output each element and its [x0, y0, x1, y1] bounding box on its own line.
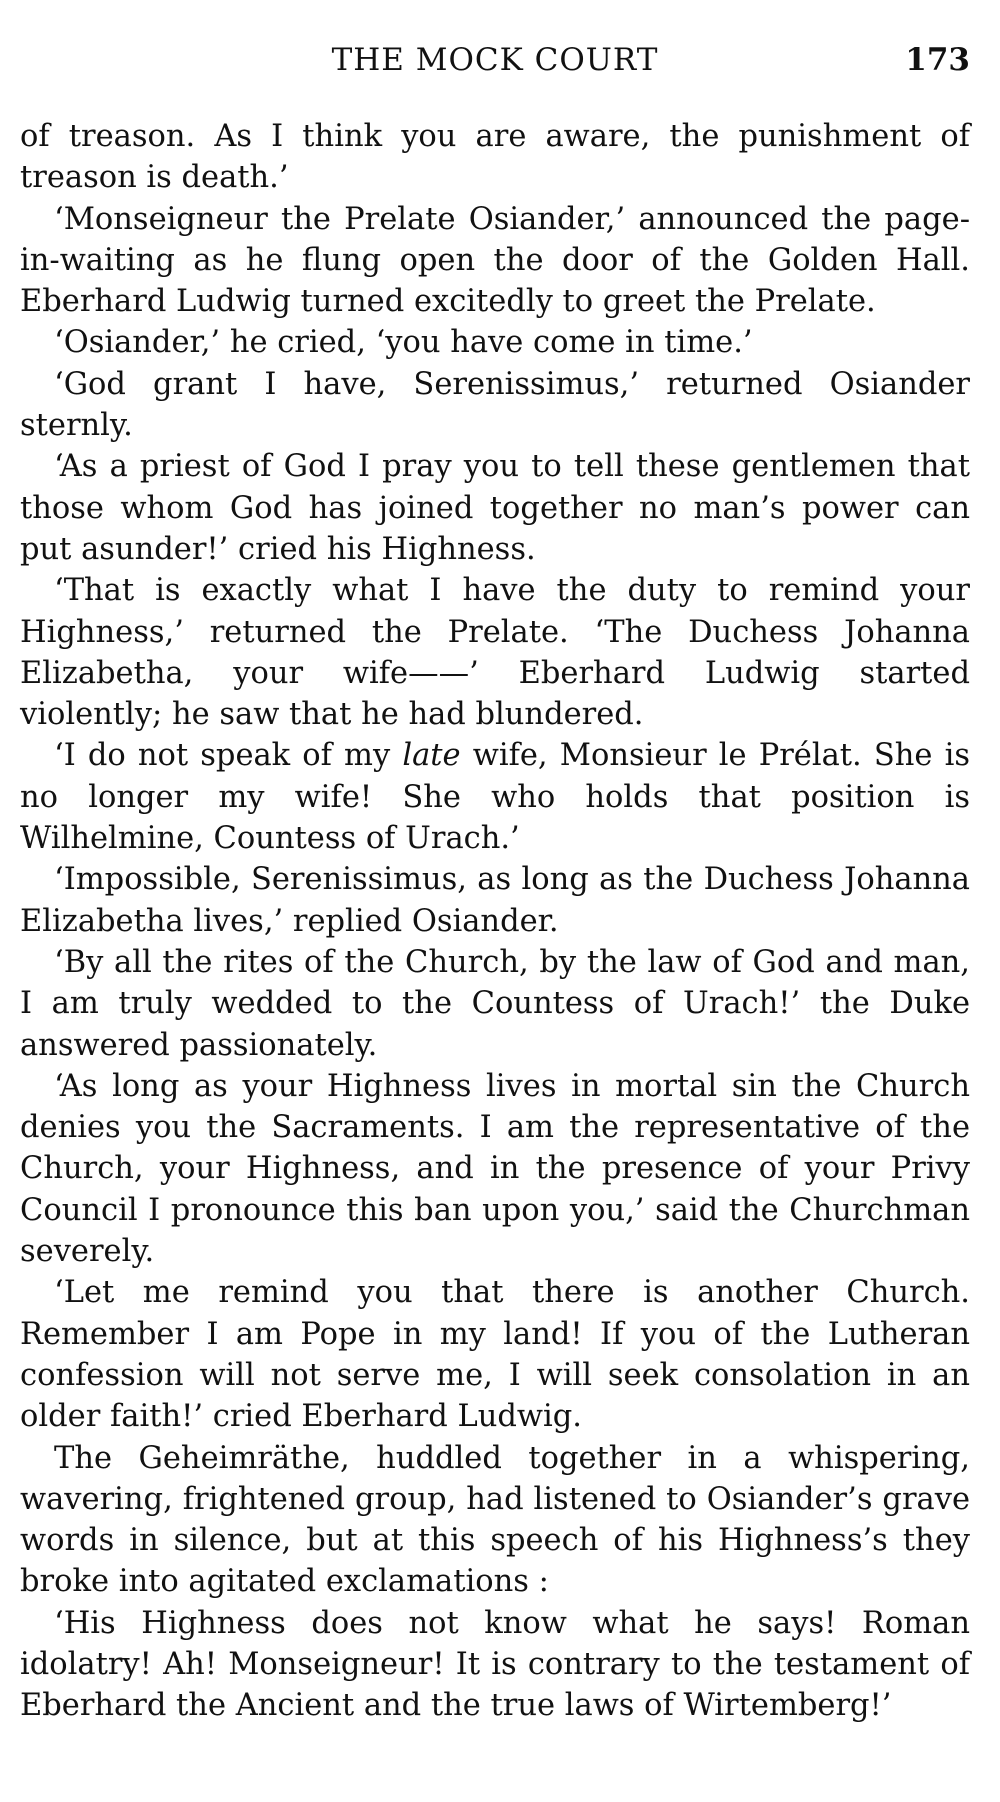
paragraph: ‘Monseigneur the Prelate Osiander,’ announced the page-in-waiting as he flung open the door of the Golden Hall. Eberhard Ludwig turned excitedly to greet the Prelate.	[20, 201, 970, 320]
running-header	[20, 38, 970, 82]
paragraph: ‘As a priest of God I pray you to tell these gentlemen that those whom God has joined together no man’s power can put asunder!’ cried his Highness.	[20, 449, 970, 567]
paragraph: ‘Impossible, Serenissimus, as long as the Duchess Johanna Elizabetha lives,’ replied Osiander.	[20, 862, 970, 939]
paragraph: ‘His Highness does not know what he says! Roman idolatry! Ah! Monseigneur! It is contrary to the testament of Eberhard the Ancient and the true laws of Wirtemberg!’	[20, 1605, 970, 1724]
paragraph	[20, 735, 970, 859]
paragraph-text: ‘I do not speak of my	[54, 738, 403, 774]
paragraph-continued: of treason. As I think you are aware, the punishment of treason is death.’	[20, 119, 970, 196]
paragraph: ‘That is exactly what I have the duty to remind your Highness,’ returned the Prelate. ‘The Duchess Johanna Elizabetha, your wife——’ Eberhard Ludwig started violently; he saw that he had blundered.	[20, 573, 970, 733]
paragraph: The Geheimräthe, huddled together in a whispering, wavering, frightened group, had listened to Osiander’s grave words in silence, but at this speech of his Highness’s they broke into agitated exclamations :	[20, 1440, 970, 1600]
paragraph: ‘Let me remind you that there is another Church. Remember I am Pope in my land! If you of the Lutheran confession will not serve me, I will seek consolation in an older faith!’ cried Eberhard Ludwig.	[20, 1275, 970, 1435]
paragraph: ‘Osiander,’ he cried, ‘you have come in time.’	[54, 325, 753, 361]
body-text	[20, 116, 970, 1727]
page-number: 173	[905, 42, 970, 78]
paragraph: ‘God grant I have, Serenissimus,’ returned Osiander sternly.	[20, 366, 970, 444]
paragraph: ‘As long as your Highness lives in mortal sin the Church denies you the Sacraments. I am the representative of the Church, your Highness, and in the presence of your Privy Council I pronounce this ban upon you,’ said the Churchman severely.	[20, 1068, 970, 1270]
running-title: THE MOCK COURT	[331, 42, 659, 78]
paragraph-text: wife, Monsieur le Prélat. She is no longer my wife! She who holds that position is Wilhelmine, Countess of Urach.’	[20, 738, 970, 857]
emphasized-word: late	[402, 738, 461, 774]
paragraph: ‘By all the rites of the Church, by the law of God and man, I am truly wedded to the Countess of Urach!’ the Duke answered passionately.	[20, 944, 970, 1063]
